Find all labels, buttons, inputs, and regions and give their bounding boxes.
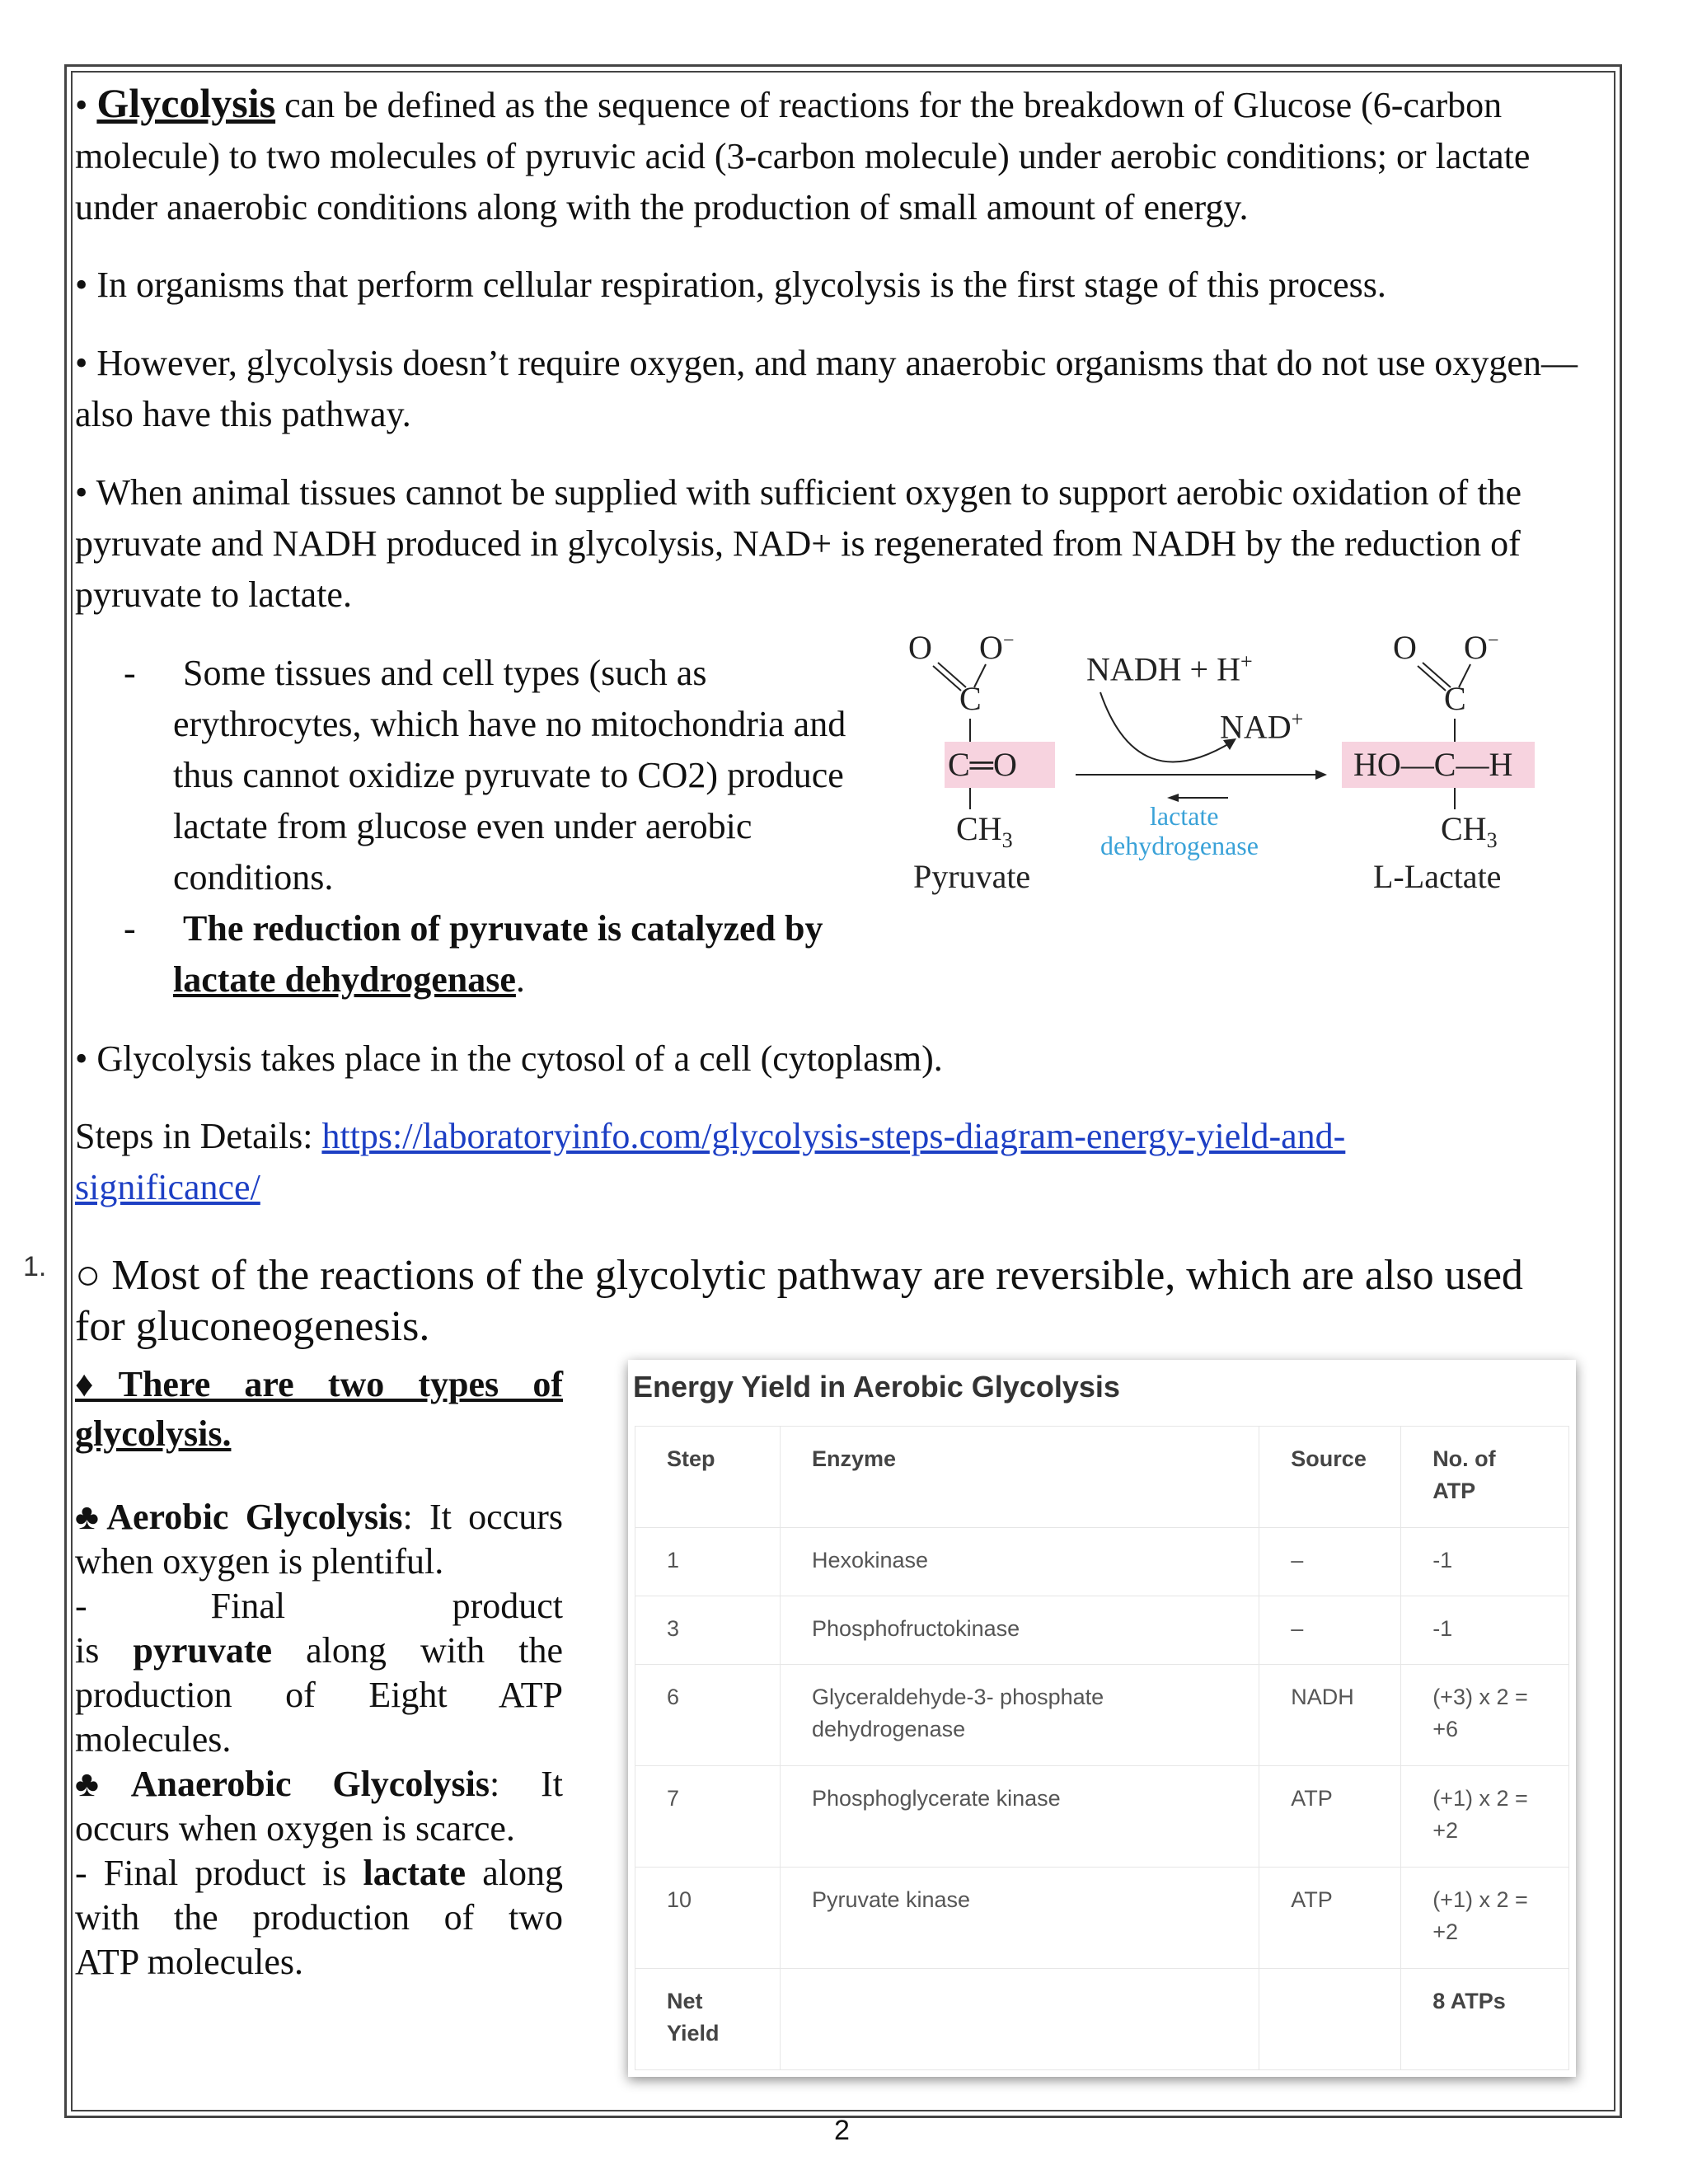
- lactate-methyl: $CH_3$: [1441, 810, 1498, 852]
- steps-paragraph: [75, 1111, 1608, 1213]
- enzyme-label-line2: dehydrogenase: [1100, 831, 1259, 860]
- table-title: Energy Yield in Aerobic Glycolysis: [633, 1370, 1120, 1404]
- subpoint-list: [124, 648, 849, 1005]
- table-row: 3 Phosphofructokinase – -1: [635, 1596, 1569, 1665]
- pyruvate-methyl: $CH_3$: [956, 810, 1013, 852]
- lactate-carboxyl-carbon: C: [1444, 680, 1466, 717]
- steps-link[interactable]: https://laboratoryinfo.com/glycolysis-steps-diagram-energy-yield-and-: [321, 1116, 1346, 1156]
- keto-group: C═O: [948, 746, 1017, 783]
- types-heading-cont: glycolysis.: [75, 1413, 232, 1454]
- header-enzyme: Enzyme: [780, 1427, 1259, 1528]
- subpoint-erythrocytes: - Some tissues and cell types (such as erythrocytes, which have no mitochondria and thus cannot oxidize pyruvate to CO2) produce lactate from glucose even under aerobic conditions.: [124, 653, 846, 898]
- steps-label: Steps in Details:: [75, 1116, 322, 1156]
- lactate-oxide: O−: [1464, 629, 1499, 666]
- nad-regeneration-paragraph: • When animal tissues cannot be supplied with sufficient oxygen to support aerobic oxidation of the pyruvate and NADH produced in glycolysis, NAD+ is regenerated from NADH by the reduction of pyruvate to lactate.: [75, 472, 1522, 615]
- list-number: 1.: [23, 1251, 47, 1282]
- no-oxygen-paragraph: • However, glycolysis doesn’t require oxygen, and many anaerobic organisms that do not use oxygen—also have this pathway.: [75, 343, 1578, 434]
- table-row: 6 Glyceraldehyde-3- phosphate dehydrogenase NADH (+3) x 2 = +6: [635, 1665, 1569, 1766]
- anaerobic-final-line: - Final product is lactate along: [75, 1853, 563, 1893]
- bullet: •: [75, 85, 88, 125]
- aerobic-pyruvate-line: is pyruvate along with the: [75, 1630, 563, 1671]
- subpoint-ldh: - The reduction of pyruvate is catalyzed by lactate dehydrogenase.: [124, 908, 823, 1000]
- types-heading: ♦There are two types of: [75, 1364, 563, 1404]
- pyruvate-to-lactate-diagram: [890, 626, 1599, 907]
- header-atp: No. of ATP: [1401, 1427, 1569, 1528]
- enzyme-label-line1: lactate: [1150, 801, 1219, 831]
- glycolysis-types: ♦There are two types of glycolysis. ♣Aerobic Glycolysis: It occurs when oxygen is plentiful. - Final product is pyruvate along with the production of Eight ATP molecules. ♣Anaerobic Glycolysis: It occurs when oxygen is scarce. - Final product is lactate along with the production of two ATP molecules.: [75, 1360, 563, 1985]
- table-row: 1 Hexokinase – -1: [635, 1528, 1569, 1596]
- lactate-oxygen: O: [1393, 629, 1417, 666]
- page-number: 2: [834, 2115, 850, 2146]
- table-net-row: Net Yield 8 ATPs: [635, 1969, 1569, 2070]
- glycolysis-term: Glycolysis: [96, 80, 276, 126]
- nadh-label: NADH + H+: [1086, 649, 1253, 688]
- table-row: 7 Phosphoglycerate kinase ATP (+1) x 2 = +2: [635, 1766, 1569, 1868]
- table-row: 10 Pyruvate kinase ATP (+1) x 2 = +2: [635, 1868, 1569, 1969]
- header-step: Step: [635, 1427, 781, 1528]
- aerobic-final-line: - Final product: [75, 1586, 563, 1626]
- pyruvate-label: Pyruvate: [913, 858, 1031, 895]
- reversible-paragraph: ○ Most of the reactions of the glycolytic pathway are reversible, which are also used for gluconeogenesis.: [75, 1252, 1523, 1350]
- pyruvate-oxygen: O: [908, 629, 932, 666]
- cytosol-paragraph: • Glycolysis takes place in the cytosol of a cell (cytoplasm).: [75, 1038, 943, 1079]
- hydroxyl-group: HO—C—H: [1353, 746, 1513, 783]
- aerobic-heading: ♣Aerobic Glycolysis: It occurs: [75, 1497, 563, 1537]
- steps-link-continued[interactable]: significance/: [75, 1167, 260, 1207]
- nad-label: NAD+: [1220, 707, 1304, 746]
- lactate-label: L-Lactate: [1373, 858, 1502, 895]
- definition-paragraph: [75, 77, 1608, 233]
- energy-yield-card: [628, 1360, 1576, 2077]
- table-header-row: [635, 1427, 1569, 1528]
- definition-text: can be defined as the sequence of reactions for the breakdown of Glucose (6-carbon molecule) to two molecules of pyruvic acid (3-carbon molecule) under aerobic conditions; or lactate under anaerobic conditions along with the production of small amount of energy.: [75, 85, 1531, 227]
- first-stage-paragraph: • In organisms that perform cellular respiration, glycolysis is the first stage of this process.: [75, 265, 1386, 305]
- anaerobic-heading: ♣Anaerobic Glycolysis: It: [75, 1764, 563, 1804]
- pyruvate-carboxyl-carbon: C: [959, 680, 982, 717]
- ldh-text: lactate dehydrogenase: [173, 959, 516, 1000]
- pyruvate-oxide: O−: [979, 629, 1015, 666]
- energy-yield-table: [635, 1426, 1569, 2070]
- header-source: Source: [1259, 1427, 1401, 1528]
